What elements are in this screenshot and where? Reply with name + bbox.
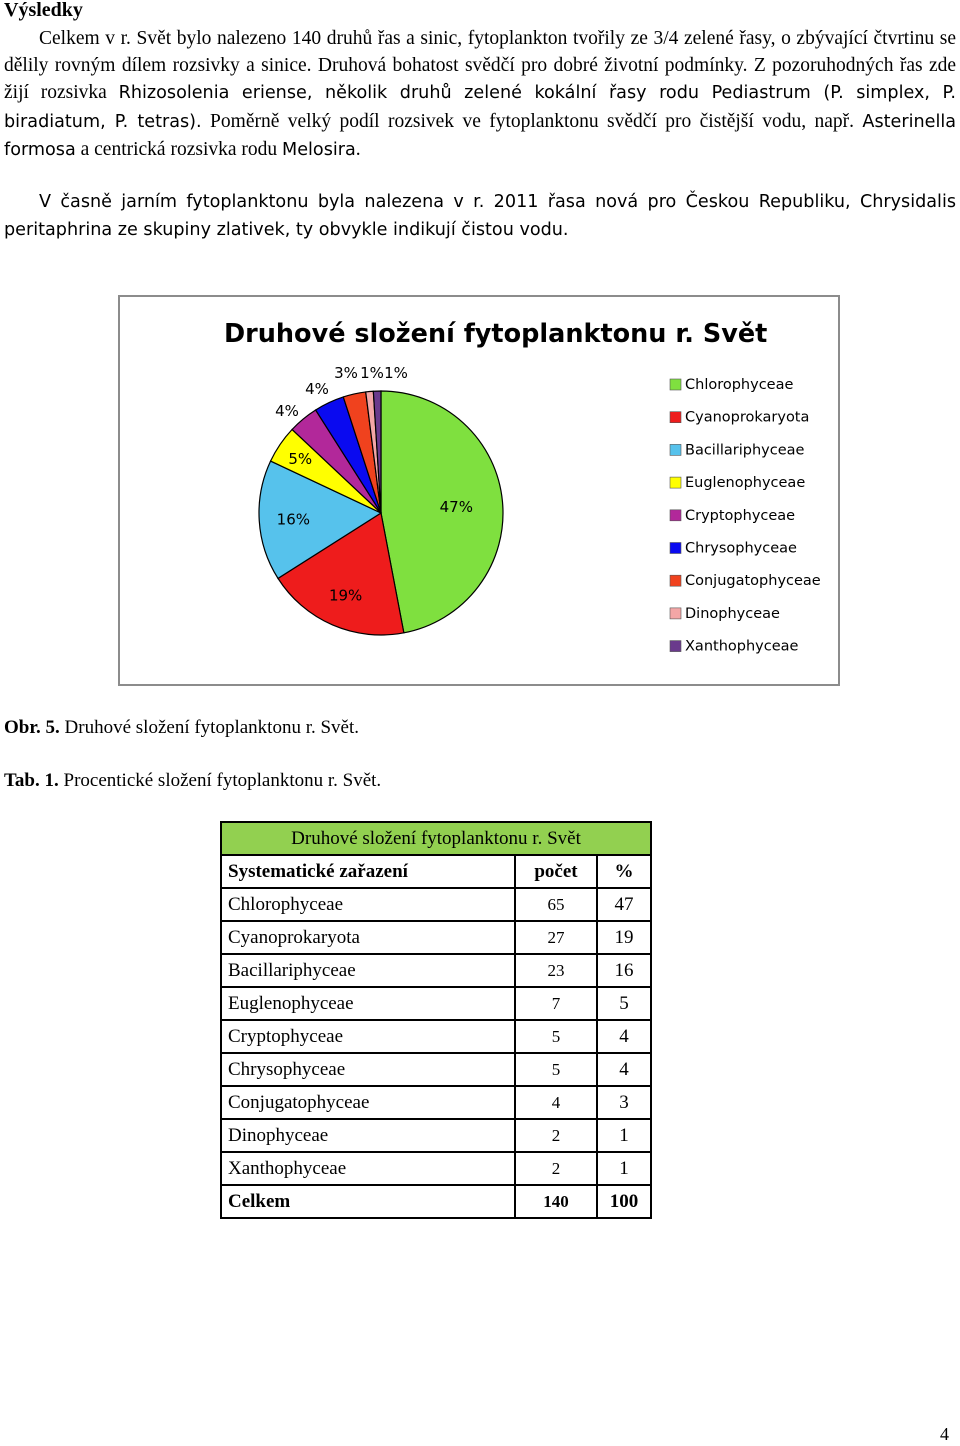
legend-swatch (670, 608, 681, 619)
p1-text-e: a centrická rozsivka rodu (75, 138, 283, 160)
p2-text-a: V časně jarním fytoplanktonu byla nalezena v r. 2011 řasa nová pro Českou Republiku, (39, 192, 860, 212)
legend-swatch (670, 543, 681, 554)
table-caption (4, 770, 381, 792)
table-title: Druhové složení fytoplanktonu r. Svět (221, 822, 651, 855)
table-row (221, 921, 651, 954)
table-caption-text: Procentické složení fytoplanktonu r. Svět. (58, 770, 382, 791)
row-count: 65 (515, 888, 597, 921)
row-percent: 5 (597, 987, 651, 1020)
header-classification: Systematické zařazení (221, 855, 515, 888)
legend-swatch (670, 510, 681, 521)
header-percent: % (597, 855, 651, 888)
legend-entry: Dinophyceae (685, 605, 780, 622)
table-row (221, 1152, 651, 1185)
legend-entry: Cryptophyceae (685, 507, 796, 524)
figure-caption (4, 717, 359, 739)
row-percent: 16 (597, 954, 651, 987)
total-percent: 100 (597, 1185, 651, 1218)
row-count: 23 (515, 954, 597, 987)
row-classification: Conjugatophyceae (221, 1086, 515, 1119)
row-percent: 4 (597, 1020, 651, 1053)
row-percent: 1 (597, 1152, 651, 1185)
pie-chart (120, 297, 838, 684)
p1-text-d: Asterinella formosa (4, 111, 957, 160)
pie-data-label: 4% (275, 402, 299, 420)
row-percent: 47 (597, 888, 651, 921)
row-percent: 3 (597, 1086, 651, 1119)
pie-data-label: 47% (439, 497, 473, 516)
table-row (221, 1020, 651, 1053)
total-label: Celkem (221, 1185, 515, 1218)
p1-text-g: . (355, 138, 361, 160)
results-paragraph (4, 25, 956, 164)
row-classification: Cyanoprokaryota (221, 921, 515, 954)
row-count: 5 (515, 1020, 597, 1053)
spring-paragraph (4, 188, 956, 244)
legend-entry: Xanthophyceae (685, 638, 799, 655)
table-row (221, 954, 651, 987)
table-row (221, 1119, 651, 1152)
total-count: 140 (515, 1185, 597, 1218)
pie-data-label: 5% (288, 450, 313, 469)
legend-swatch (670, 379, 681, 390)
table-row (221, 1086, 651, 1119)
pie-data-label: 1% (360, 364, 384, 382)
pie-chart-frame (118, 295, 840, 686)
pie-data-label: 16% (276, 510, 311, 529)
legend-swatch (670, 444, 681, 455)
row-classification: Chrysophyceae (221, 1053, 515, 1086)
row-count: 2 (515, 1152, 597, 1185)
page-number: 4 (940, 1424, 949, 1444)
legend-entry: Chlorophyceae (685, 377, 794, 393)
table-caption-label: Tab. 1. (4, 770, 59, 791)
row-count: 2 (515, 1119, 597, 1152)
pie-data-label: 19% (328, 586, 363, 605)
row-count: 7 (515, 987, 597, 1020)
p2-text-c: ze skupiny zlativek, ty obvykle indikují čistou vodu. (112, 220, 569, 241)
legend-swatch (670, 575, 681, 586)
table-row (221, 987, 651, 1020)
row-percent: 4 (597, 1053, 651, 1086)
table-total-row (221, 1185, 651, 1218)
row-percent: 19 (597, 921, 651, 954)
row-count: 4 (515, 1086, 597, 1119)
legend-entry: Cyanoprokaryota (685, 409, 810, 426)
row-classification: Bacillariphyceae (221, 954, 515, 987)
composition-table (220, 821, 652, 1219)
section-heading: Výsledky (4, 0, 83, 21)
legend-entry: Chrysophyceae (685, 540, 797, 557)
table-row (221, 888, 651, 921)
row-classification: Dinophyceae (221, 1119, 515, 1152)
row-classification: Xanthophyceae (221, 1152, 515, 1185)
pie-data-label: 4% (305, 380, 329, 398)
row-classification: Chlorophyceae (221, 888, 515, 921)
row-classification: Cryptophyceae (221, 1020, 515, 1053)
legend-swatch (670, 477, 681, 488)
row-count: 5 (515, 1053, 597, 1086)
legend-entry: Conjugatophyceae (685, 573, 821, 590)
figure-caption-text: Druhové složení fytoplanktonu r. Svět. (59, 717, 360, 738)
pie-data-label: 1% (384, 364, 408, 382)
chart-title: Druhové složení fytoplanktonu r. Svět (224, 319, 768, 349)
p2-text-b: Chrysidalis peritaphrina (4, 192, 956, 241)
legend-swatch (670, 412, 681, 423)
legend-entry: Euglenophyceae (685, 475, 806, 492)
pie-data-label: 3% (334, 364, 358, 382)
p1-text-c: Poměrně velký podíl rozsivek ve fytoplanktonu svědčí pro čistější vodu, např. (201, 110, 863, 132)
row-count: 27 (515, 921, 597, 954)
header-count: počet (515, 855, 597, 888)
p1-text-a: Celkem v r. Svět bylo nalezeno 140 druhů řas a sinic, fytoplankton tvořily ze 3/4 zelené řasy, o zbývající čtvrtinu se dělily rovným dílem rozsivky a sinice. Druhová bohatost svědčí pro dobré životní podmínky. Z pozoruhodných řas zde žijí rozsivka (4, 28, 956, 104)
row-classification: Euglenophyceae (221, 987, 515, 1020)
p1-text-f: Melosira (282, 139, 356, 160)
p1-text-b: Rhizosolenia eriense, několik druhů zelené kokální řasy rodu Pediastrum (P. simplex, P. biradiatum, P. tetras). (4, 83, 956, 132)
legend-swatch (670, 641, 681, 652)
row-percent: 1 (597, 1119, 651, 1152)
figure-caption-label: Obr. 5. (4, 717, 60, 738)
table-row (221, 1053, 651, 1086)
legend-entry: Bacillariphyceae (685, 442, 805, 459)
